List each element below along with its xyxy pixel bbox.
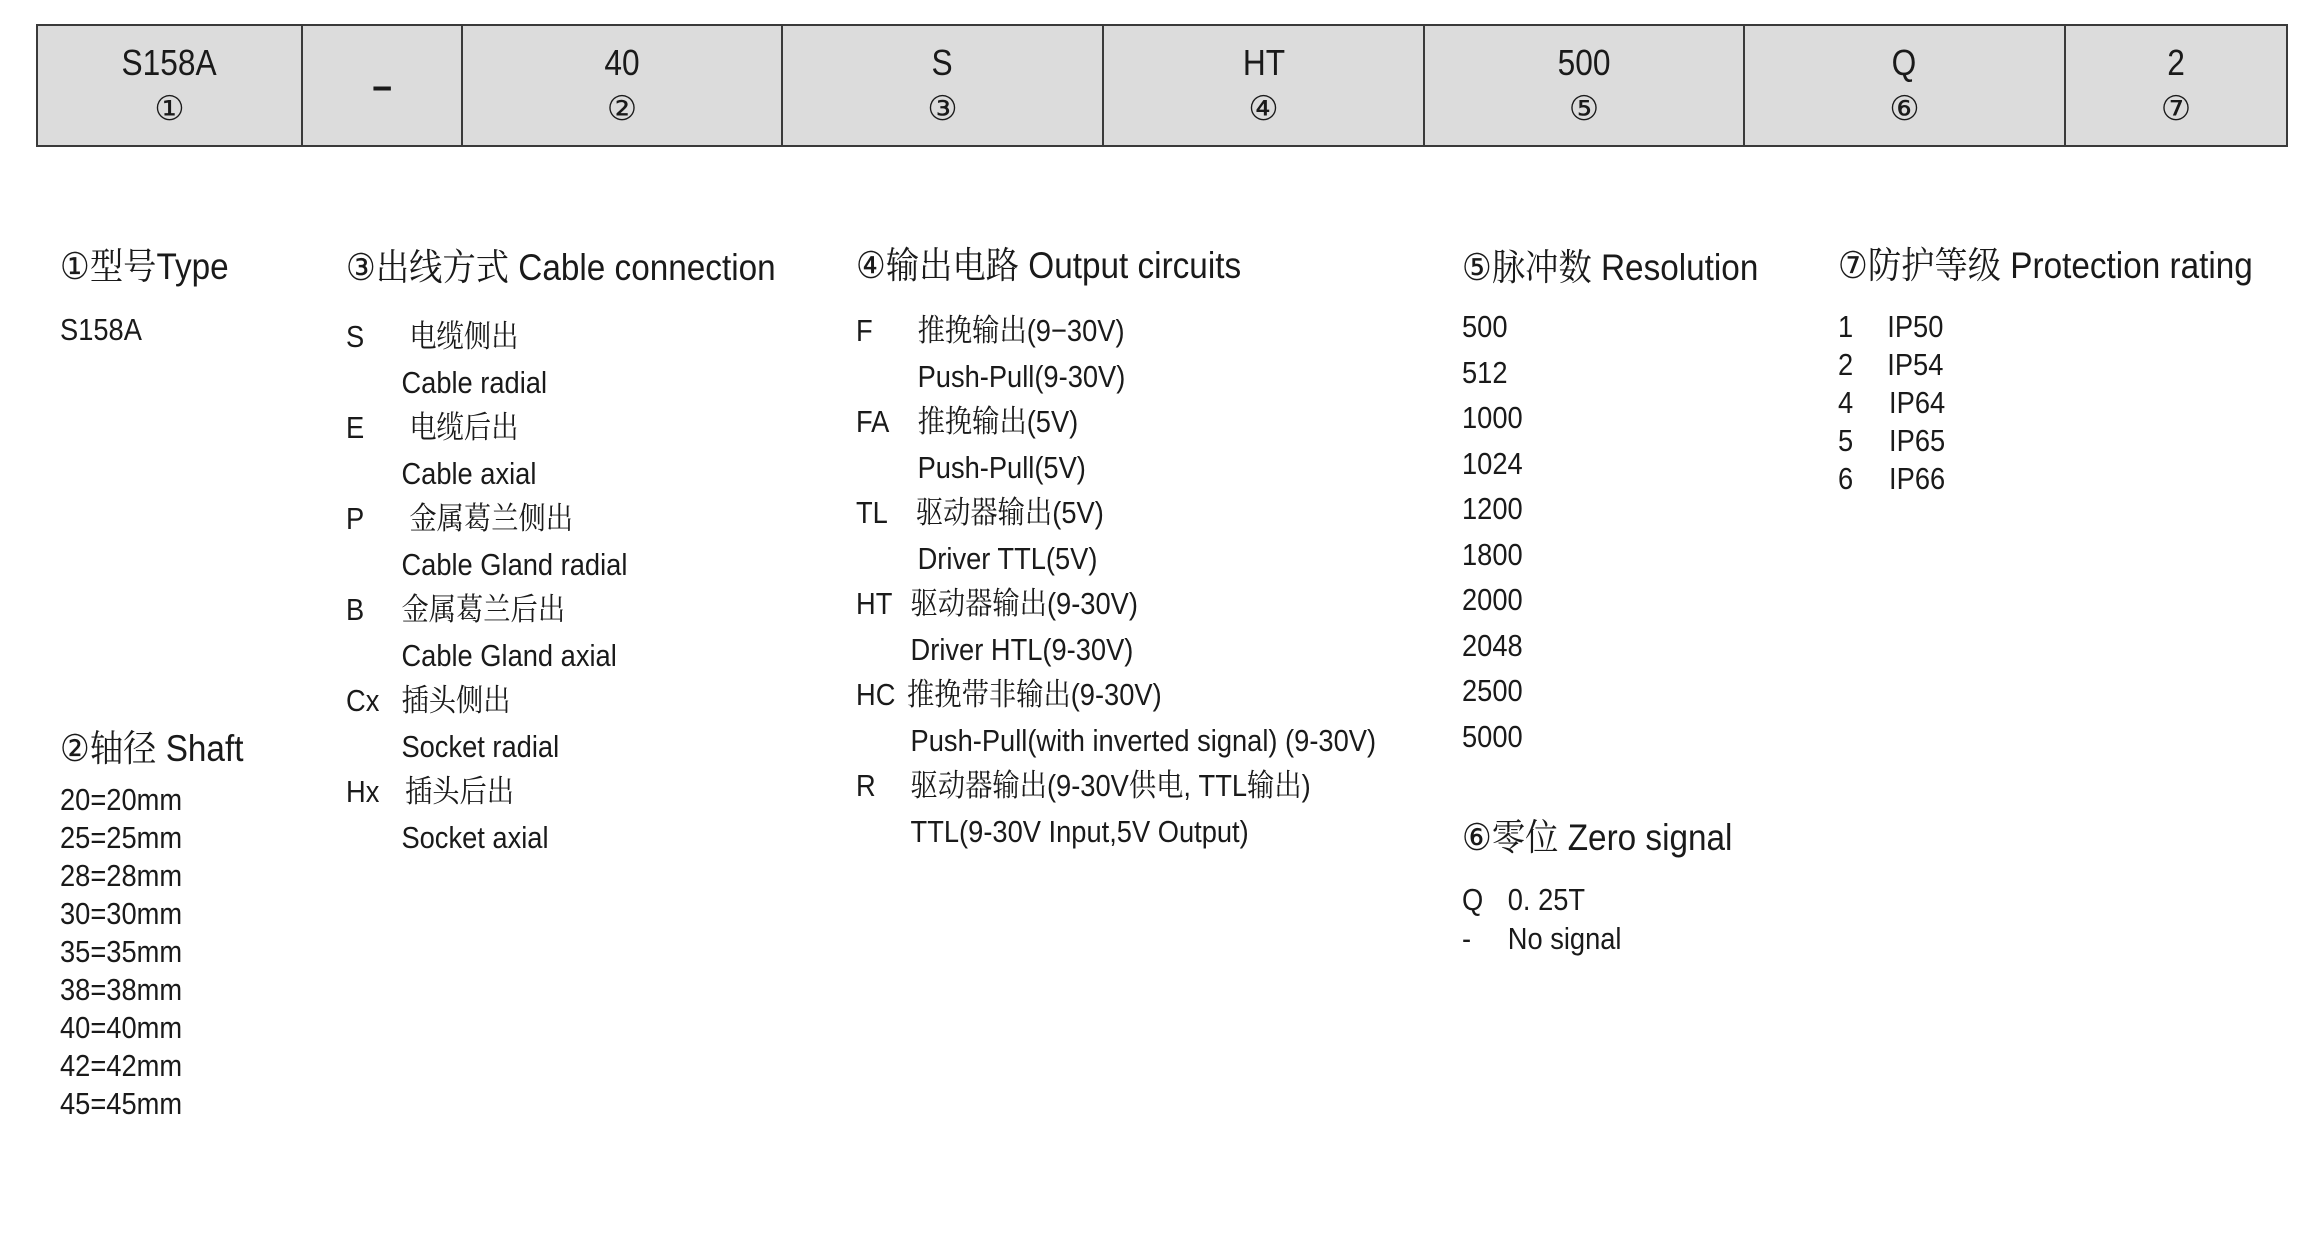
code-cell-output [1102, 26, 1423, 145]
output-section [856, 244, 1447, 854]
output-item [856, 490, 1447, 581]
cable-item [346, 678, 823, 769]
cable-en: Cable axial [401, 456, 537, 491]
cable-list [346, 314, 823, 860]
cable-cn: 插头侧出 [401, 683, 511, 718]
protection-item [1838, 460, 2244, 498]
code-value: HT [1242, 41, 1285, 83]
output-code: FA [856, 404, 890, 439]
zero-desc: No signal [1507, 921, 1622, 956]
code-cell-resolution [1423, 26, 1743, 145]
code-separator: – [372, 63, 392, 108]
code-cell-separator [301, 26, 461, 145]
output-en: Driver TTL(5V) [917, 541, 1098, 576]
output-cn: 驱动器输出(9-30V) [910, 586, 1138, 621]
shaft-item: 40=40mm [60, 1010, 183, 1045]
code-value: S [931, 41, 954, 83]
shaft-heading: ②轴径 Shaft [60, 728, 244, 769]
cable-en: Cable Gland radial [401, 547, 628, 582]
output-en: Push-Pull(with inverted signal) (9-30V) [910, 723, 1377, 758]
protection-desc: IP64 [1889, 385, 1946, 420]
cable-cn: 金属葛兰后出 [401, 592, 566, 627]
model-heading: ①型号Type [60, 246, 229, 287]
protection-desc: IP65 [1889, 423, 1946, 458]
resolution-item: 1200 [1462, 491, 1523, 526]
code-cell-cable [781, 26, 1102, 145]
zero-section [1462, 816, 1762, 958]
code-value: 500 [1557, 41, 1611, 83]
resolution-item: 512 [1462, 354, 1508, 390]
code-index: ③ [927, 89, 958, 128]
cable-heading: ③出线方式 Cable connection [346, 247, 776, 288]
protection-code: 4 [1838, 385, 1854, 420]
output-cn: 驱动器输出(5V) [915, 495, 1104, 530]
protection-code: 1 [1838, 309, 1854, 344]
protection-desc: IP54 [1887, 347, 1944, 382]
cable-code: Hx [346, 774, 380, 809]
protection-code: 6 [1838, 461, 1854, 496]
output-code: TL [856, 495, 888, 530]
resolution-item: 1800 [1462, 536, 1523, 572]
code-value: S158A [121, 41, 218, 83]
model-section [60, 245, 247, 353]
protection-code: 2 [1838, 347, 1854, 382]
cable-en: Socket radial [401, 729, 560, 764]
code-cell-model [38, 26, 301, 145]
cable-section [346, 246, 823, 860]
resolution-item: 2048 [1462, 627, 1523, 663]
code-cell-shaft [461, 26, 781, 145]
shaft-item: 35=35mm [60, 934, 183, 969]
output-item [856, 672, 1447, 763]
cable-code: B [346, 592, 365, 627]
code-cell-zero [1743, 26, 2064, 145]
output-cn: 推挽输出(5V) [917, 404, 1079, 439]
model-value: S158A [60, 312, 142, 347]
cable-item [346, 769, 823, 860]
resolution-item: 2000 [1462, 582, 1523, 617]
cable-item [346, 314, 823, 405]
protection-code: 5 [1838, 423, 1854, 458]
code-value: 2 [2167, 41, 2185, 83]
output-heading: ④输出电路 Output circuits [856, 245, 1242, 286]
cable-cn: 插头后出 [404, 774, 515, 809]
cable-code: S [346, 319, 365, 354]
shaft-item: 20=20mm [60, 782, 183, 817]
shaft-item: 30=30mm [60, 896, 183, 931]
shaft-section [60, 727, 264, 1123]
zero-item [1462, 919, 1726, 958]
resolution-heading: ⑤脉冲数 Resolution [1462, 247, 1759, 288]
zero-code: Q [1462, 882, 1484, 917]
output-code: R [856, 768, 876, 803]
resolution-item: 5000 [1462, 718, 1523, 754]
cable-item [346, 587, 823, 678]
protection-desc: IP66 [1889, 461, 1946, 496]
shaft-item: 38=38mm [60, 972, 183, 1007]
output-item [856, 399, 1447, 490]
output-item [856, 763, 1447, 854]
output-cn: 推挽输出(9−30V) [917, 313, 1125, 348]
order-code-table [36, 24, 2288, 147]
resolution-section [1462, 246, 1791, 759]
protection-item [1838, 384, 2244, 422]
protection-item [1838, 308, 2244, 346]
code-index: ⑤ [1568, 89, 1600, 128]
code-index: ④ [1248, 89, 1279, 128]
protection-list [1838, 308, 2299, 498]
cable-en: Cable radial [401, 365, 548, 400]
protection-heading: ⑦防护等级 Protection rating [1838, 245, 2253, 286]
zero-item [1462, 880, 1726, 919]
cable-en: Socket axial [401, 820, 549, 855]
shaft-item: 28=28mm [60, 858, 183, 893]
shaft-item: 45=45mm [60, 1086, 183, 1121]
output-en: Push-Pull(5V) [917, 450, 1086, 485]
cable-en: Cable Gland axial [401, 638, 617, 673]
output-item [856, 308, 1447, 399]
cable-item [346, 496, 823, 587]
output-list [856, 308, 1447, 854]
code-index: ① [154, 89, 185, 128]
output-cn: 推挽带非输出(9-30V) [907, 677, 1162, 712]
output-code: F [856, 313, 873, 348]
resolution-item: 1024 [1462, 445, 1523, 481]
resolution-item: 500 [1462, 309, 1508, 344]
resolution-item: 1000 [1462, 400, 1523, 435]
protection-item [1838, 346, 2244, 384]
zero-desc: 0. 25T [1507, 882, 1586, 917]
cable-code: P [346, 501, 365, 536]
cable-code: E [346, 410, 365, 445]
code-value: Q [1892, 41, 1917, 83]
resolution-item: 2500 [1462, 673, 1523, 708]
output-item [856, 581, 1447, 672]
code-index: ② [606, 89, 638, 128]
code-index: ⑥ [1889, 89, 1920, 128]
zero-code: - [1462, 921, 1472, 956]
zero-heading: ⑥零位 Zero signal [1462, 817, 1733, 858]
resolution-list [1462, 304, 1791, 759]
shaft-list [60, 781, 264, 1123]
shaft-item: 42=42mm [60, 1048, 183, 1083]
output-code: HC [856, 677, 896, 712]
output-cn: 驱动器输出(9-30V供电, TTL输出) [910, 768, 1311, 803]
cable-item [346, 405, 823, 496]
code-value: 40 [604, 41, 640, 83]
output-en: Push-Pull(9-30V) [917, 359, 1126, 394]
cable-code: Cx [346, 683, 380, 718]
shaft-item: 25=25mm [60, 820, 183, 855]
code-index: ⑦ [2160, 89, 2192, 128]
code-cell-protection [2064, 26, 2286, 145]
protection-section [1838, 244, 2299, 498]
cable-cn: 电缆侧出 [409, 319, 519, 354]
cable-cn: 金属葛兰侧出 [409, 501, 574, 536]
protection-desc: IP50 [1887, 309, 1944, 344]
cable-cn: 电缆后出 [409, 410, 519, 445]
output-en: Driver HTL(9-30V) [910, 632, 1134, 667]
output-en: TTL(9-30V Input,5V Output) [910, 814, 1249, 849]
protection-item [1838, 422, 2244, 460]
output-code: HT [856, 586, 893, 621]
zero-list [1462, 880, 1762, 958]
